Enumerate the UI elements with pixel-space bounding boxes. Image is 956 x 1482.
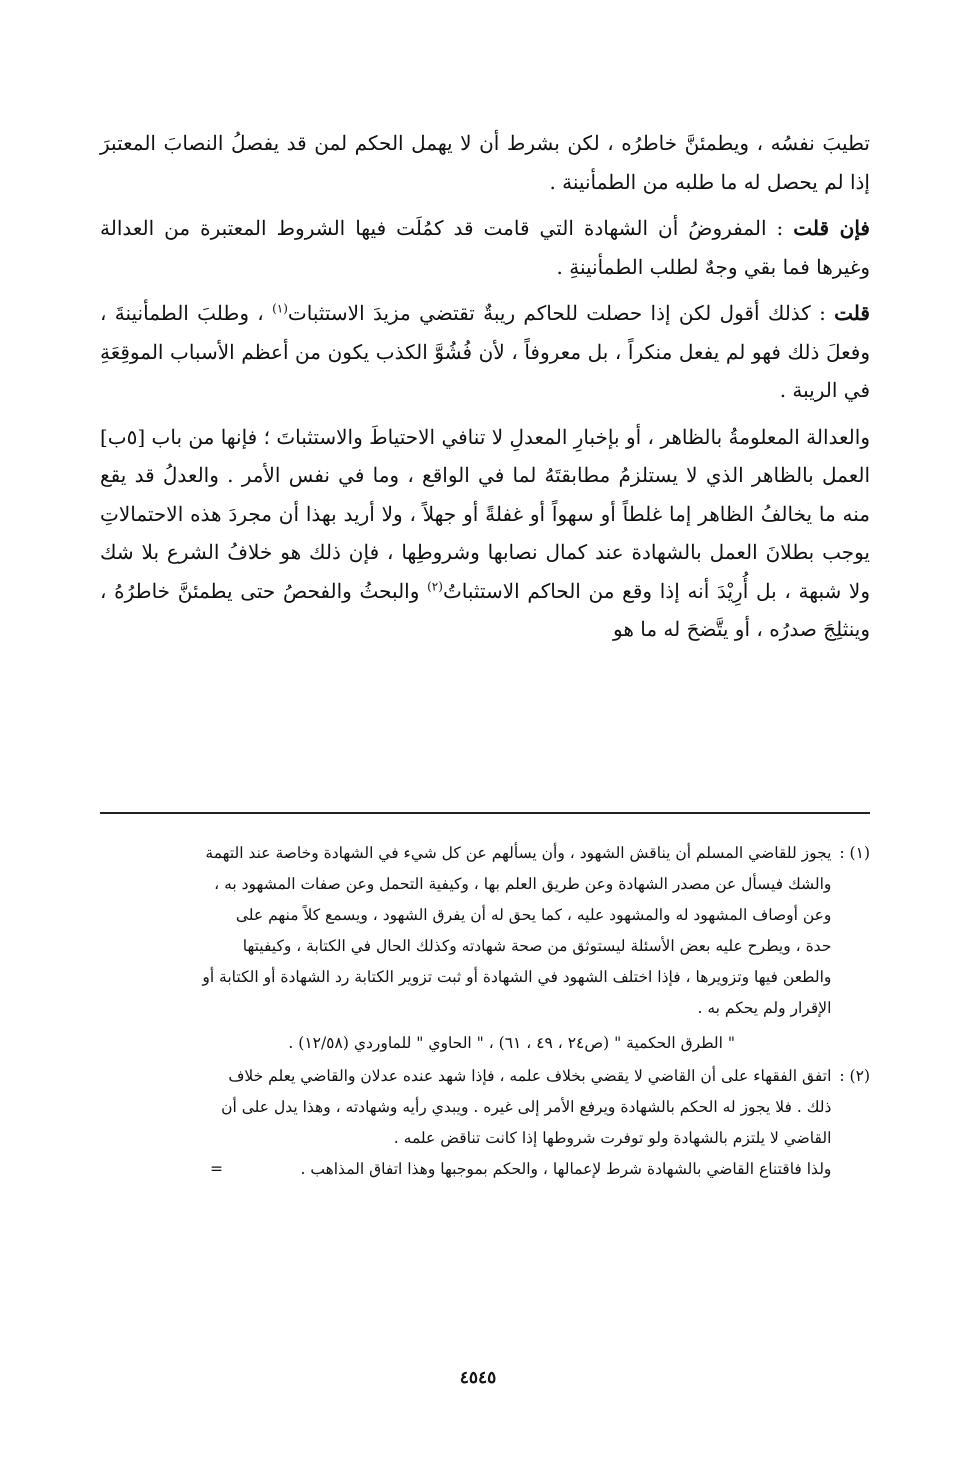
footnote-1-source: " الطرق الحكمية " (ص٢٤ ، ٤٩ ، ٦١) ، " الحاوي " للماوردي (١٢/٥٨) . (288, 1034, 735, 1052)
footnote-2-line: ذلك . فلا يجوز له الحكم بالشهادة ويرفع الأمر إلى غيره . ويبدي رأيه وشهادته ، وهذا يدل على أن (221, 1098, 832, 1116)
footnote-2-continued-text: ولذا فاقتناع القاضي بالشهادة شرط لإعمالها ، والحكم بموجبها وهذا اتفاق المذاهب . (300, 1160, 832, 1178)
paragraph-3-text-a: : كذلك أقول لكن إذا حصلت للحاكم ريبةٌ تقتضي مزيدَ الاستثبات (287, 301, 826, 325)
footnote-1-line: يجوز للقاضي المسلم أن يناقش الشهود ، وأن يسألهم عن كل شيء في الشهادة وخاصة عند التهمة (205, 844, 832, 862)
footnote-1-number: (١) : (839, 844, 870, 862)
footnote-1-line: والشك فيسأل عن مصدر الشهادة وعن طريق العلم بها ، وكيفية التحمل وعن صفات المشهود به ، (214, 875, 832, 893)
footnote-divider (100, 812, 870, 814)
paragraph-1: تطيبَ نفسُه ، ويطمئنَّ خاطرُه ، لكن بشرط أن لا يهمل الحكم لمن قد يفصلُ النصابَ المعتبرَ إذا لم يحصل له ما طلبه من الطمأنينة . (100, 131, 870, 194)
footnote-1-line: الإقرار ولم يحكم به . (697, 999, 832, 1017)
footnote-1 (100, 838, 870, 1024)
footnote-ref-2[interactable]: (٢) (427, 578, 443, 593)
footnote-2 (100, 1061, 870, 1185)
paragraph-4-text-a: والعدالة المعلومةُ بالظاهر ، أو بإخبارِ المعدلِ لا تنافي الاحتياطَ والاستثباتَ ؛ فإنها من باب [٥ب] العمل بالظاهر الذي لا يستلزمُ مطابقتَهُ لما في الواقع ، وما في نفس الأمر . والعدلُ قد يقع منه ما يخالفُ الظاهر إما غلطاً أو سهواً أو غفلةً أو جهلاً ، ولا أريد بهذا أن مجردَ هذه الاحتمالاتِ يوجب بطلانَ العمل بالشهادة عند كمال نصابها وشروطِها ، فإن ذلك هو خلافُ الشرع بلا شك ولا شبهة ، بل أُرِيْدَ أنه إذا وقع من الحاكم الاستثباتُ (100, 424, 870, 603)
paragraph-2 (100, 209, 870, 286)
paragraph-3-text-b: ، وطلبَ الطمأنينةَ ، وفعلَ ذلك فهو لم يفعل منكراً ، بل معروفاً ، لأن فُشُوَّ الكذب يكون من أعظم الأسباب الموقِعَةِ في الريبة . (100, 301, 870, 402)
footnote-2-number: (٢) : (839, 1067, 870, 1085)
paragraph-4-text-b: والبحثُ والفحصُ حتى يطمئنَّ خاطرُهُ ، وينثلِجَ صدرُه ، أو يتَّضحَ له ما هو (100, 578, 870, 641)
footnote-1-line: والطعن فيها وتزويرها ، فإذا اختلف الشهود في الشهادة أو ثبت تزوير الكتابة رد الشهادة أو الكتابة أو (202, 968, 832, 986)
paragraph-2-lead: فإن قلت (793, 216, 870, 240)
footnotes (100, 838, 870, 1185)
footnote-2-continued (100, 1154, 831, 1185)
footnote-2-line: القاضي لا يلتزم بالشهادة ولو توفرت شروطها إذا كانت تناقض علمه . (393, 1129, 832, 1147)
footnote-2-line: اتفق الفقهاء على أن القاضي لا يقضي بخلاف علمه ، فإذا شهد عنده عدلان والقاضي يعلم خلاف (228, 1067, 832, 1085)
footnote-1-line: وعن أوصاف المشهود له والمشهود عليه ، كما يحق له أن يفرق الشهود ، ويسمع كلاً منهم على (235, 906, 832, 924)
footnote-1-line: حدة ، ويطرح عليه بعض الأسئلة ليستوثق من صحة شهادته وكذلك الحال في الكتابة ، وكيفيتها (242, 937, 832, 955)
footnote-ref-1[interactable]: (١) (272, 301, 288, 316)
page-number: ٤٥٤٥ (459, 1368, 497, 1388)
paragraph-4 (100, 418, 870, 649)
footnote-1-body (100, 838, 831, 1024)
footnote-2-body (100, 1061, 831, 1185)
paragraph-2-text: : المفروضُ أن الشهادة التي قامت قد كمُلَت فيها الشروط المعتبرة من العدالة وغيرها فما بقي وجهٌ لطلب الطمأنينةِ . (100, 216, 870, 279)
continuation-mark: = (210, 1160, 223, 1178)
main-text (100, 124, 870, 649)
paragraph-3 (100, 294, 870, 410)
paragraph-3-lead: قلت (834, 301, 870, 325)
